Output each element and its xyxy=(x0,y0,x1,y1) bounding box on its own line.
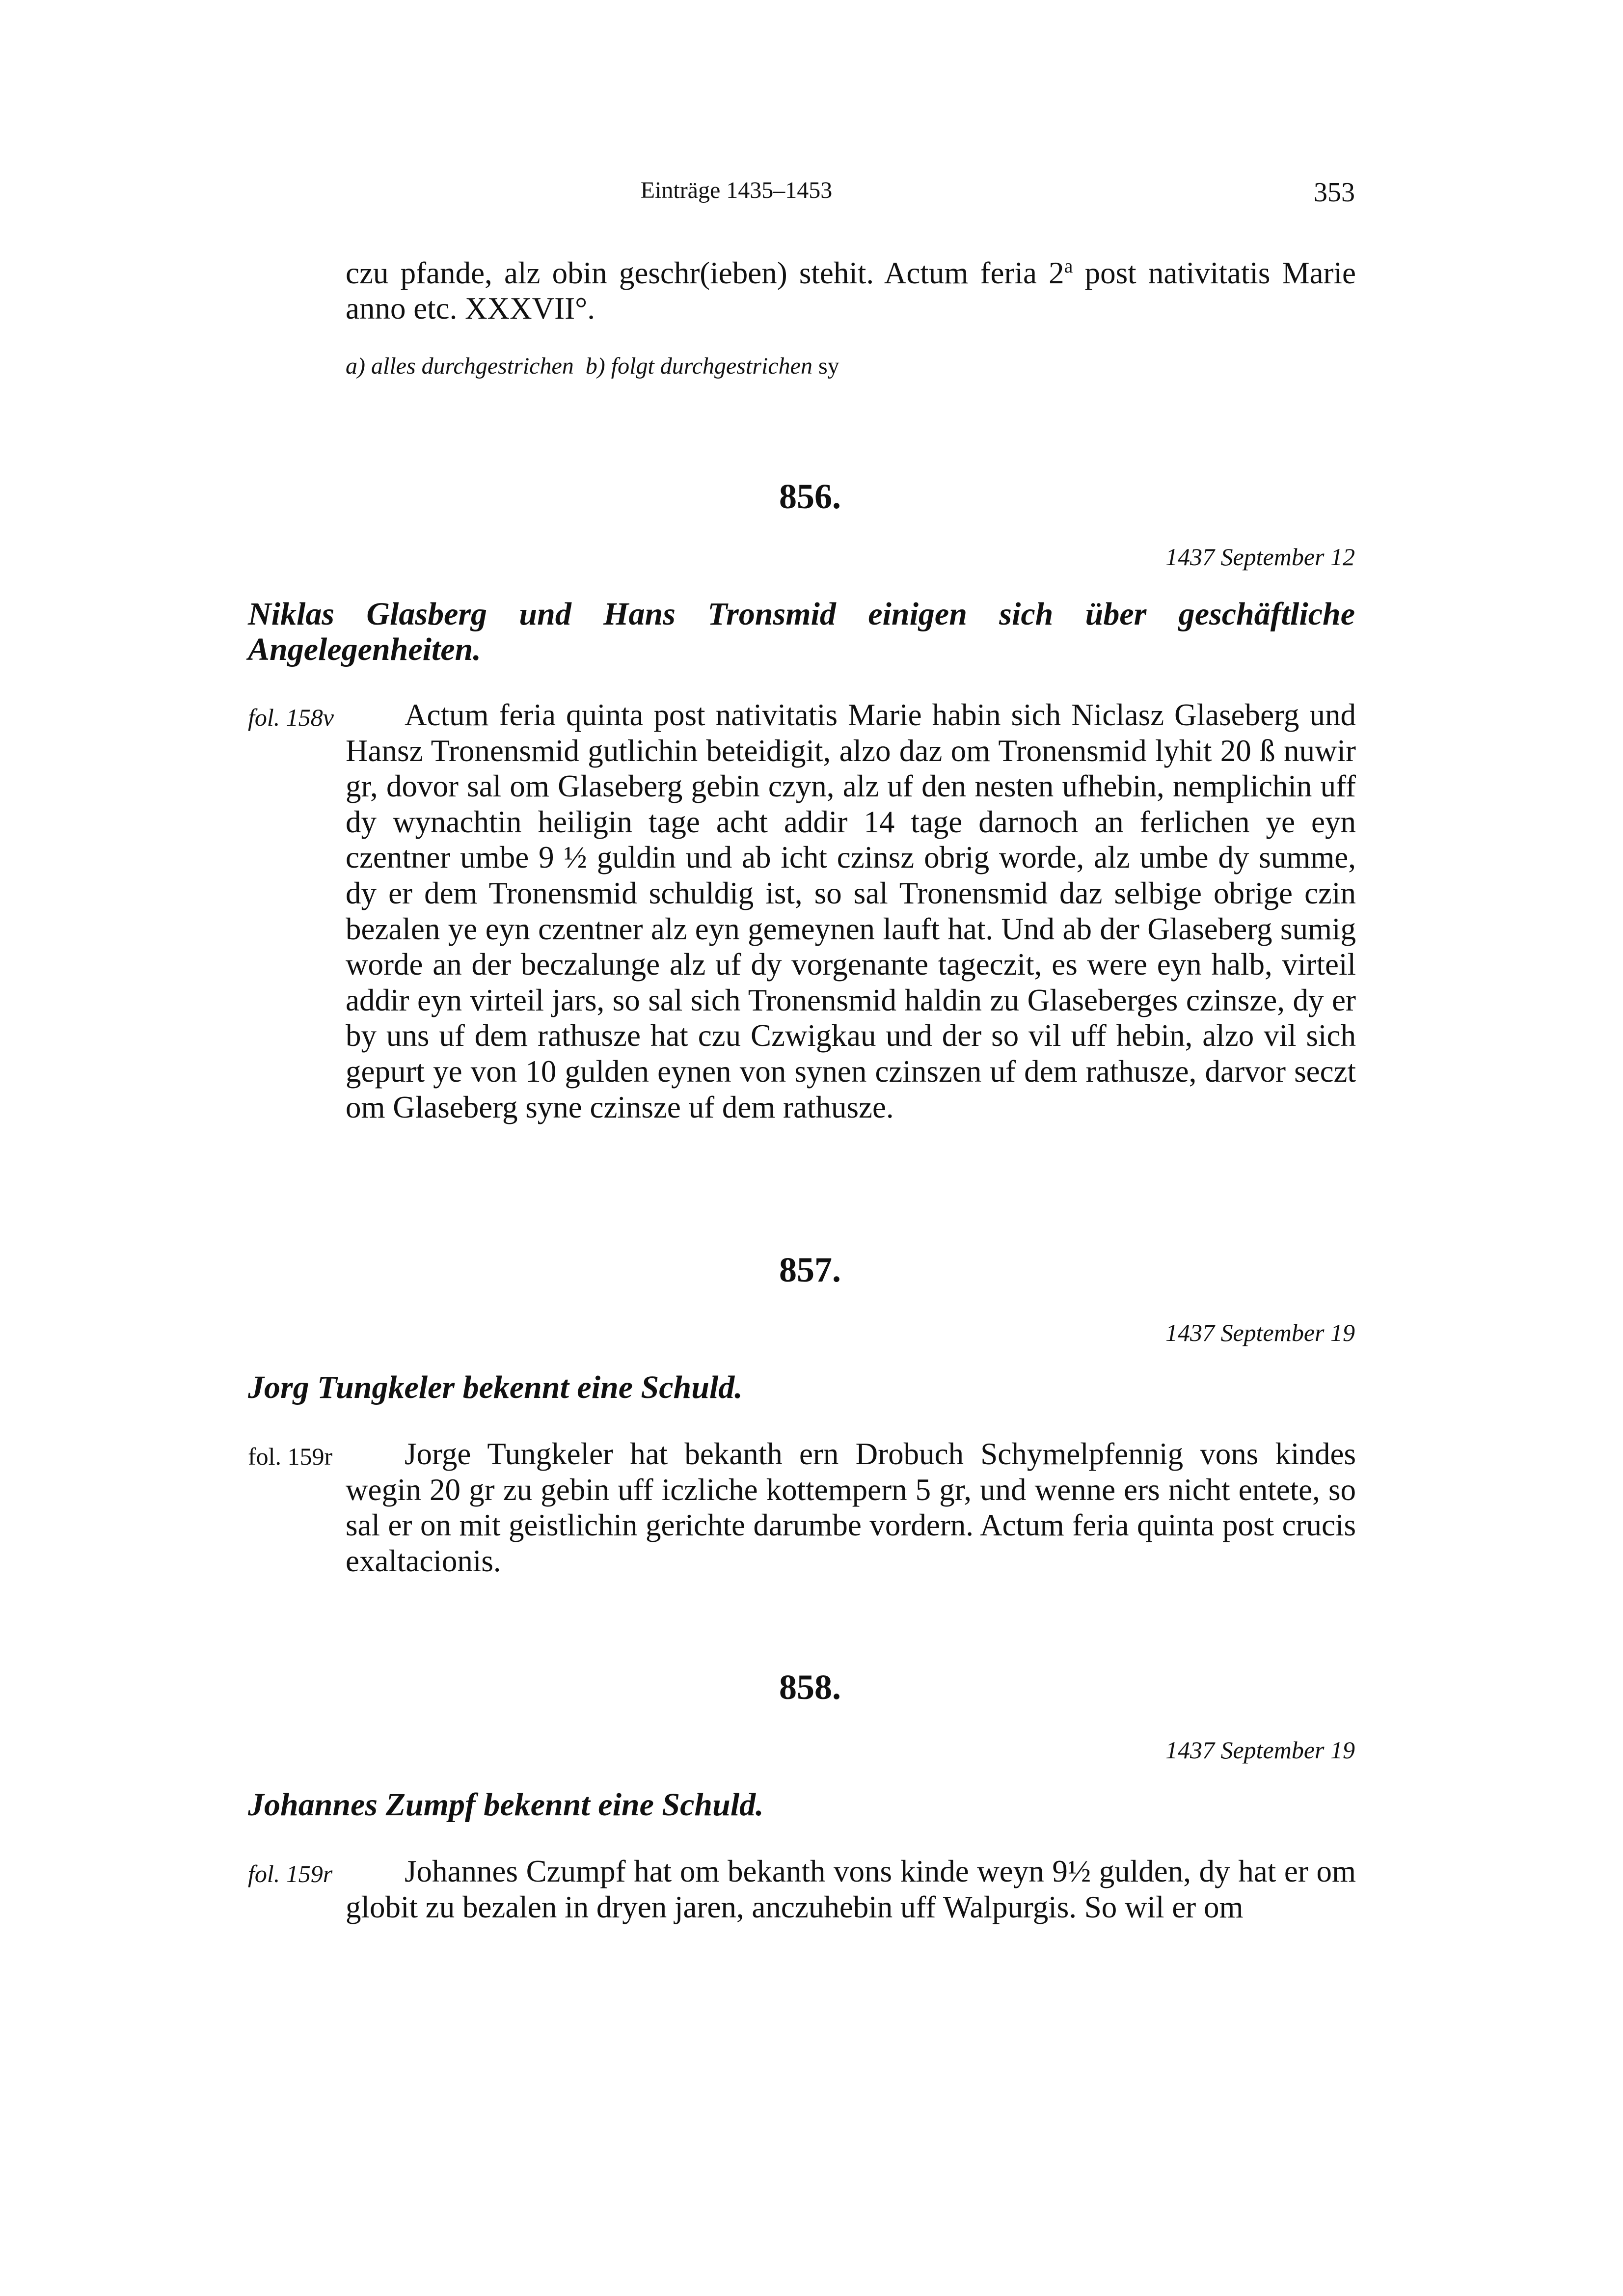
entry-text-856: Actum feria quinta post nativitatis Marie habin sich Niclasz Glaseberg und Hansz Tronensmid gutlichin beteidigit, alzo daz om Tronensmid lyhit 20 ß nuwir gr, dovor sal om Glaseberg gebin czyn, alz uf den nesten ufhebin, nemplichin uff dy wynachtin heiligin tage acht addir 14 tage darnoch an ferlichen ye eyn czentner umbe 9 ½ guldin und ab icht czinsz obrig worde, alz umbe dy summe, dy er dem Tronensmid schuldig ist, so sal Tronensmid daz selbige obrige czin bezalen ye eyn czentner alz eyn gemeynen lauft hat. Und ab der Glaseberg sumig worde an der beczalunge alz uf dy vorgenante tageczit, es were eyn halb, virteil addir eyn virteil jars, so sal sich Tronensmid haldin zu Glaseberges czinsze, dy er by uns uf dem rathusze hat czu Czwigkau und der so vil uff hebin, alzo vil sich gepurt ye von 10 gulden eynen von synen czinszen uf dem rathusze, darvor seczt om Glaseberg syne czinsze uf dem rathusze. xyxy=(346,698,1356,1124)
running-header-title: Einträge 1435–1453 xyxy=(640,177,833,203)
footnote-b-word: sy xyxy=(818,353,839,379)
continuation-text-end: post nativitatis Marie anno etc. XXXVII°. xyxy=(346,256,1356,326)
entry-date-856: 1437 September 12 xyxy=(1165,543,1355,571)
folio-856: fol. 158v xyxy=(248,704,334,731)
entry-heading-857: Jorg Tungkeler bekennt eine Schuld. xyxy=(248,1369,743,1405)
footnote-a: a) alles durchgestrichen xyxy=(346,353,574,379)
page-number: 353 xyxy=(1314,177,1355,208)
footnote-b: b) folgt durchgestrichen xyxy=(585,353,812,379)
folio-857: fol. 159r xyxy=(248,1443,333,1470)
folio-858: fol. 159r xyxy=(248,1860,333,1887)
entry-date-857: 1437 September 19 xyxy=(1165,1319,1355,1346)
entry-text-858: Johannes Czumpf hat om bekanth vons kinde weyn 9½ gulden, dy hat er om globit zu bezalen in dryen jaren, anczuhebin uff Walpurgis. So wil er om xyxy=(346,1854,1356,1924)
continuation-text-start: czu pfande, alz obin geschr(ieben) stehit. Actum feria 2 xyxy=(346,256,1064,290)
entry-number-856: 856. xyxy=(779,477,841,516)
entry-heading-856: Niklas Glasberg und Hans Tronsmid einigen sich über geschäftliche Angelegenheiten. xyxy=(248,596,1355,667)
entry-number-858: 858. xyxy=(779,1667,841,1707)
continuation-superscript: a xyxy=(1064,255,1073,277)
entry-heading-858: Johannes Zumpf bekennt eine Schuld. xyxy=(248,1787,764,1823)
footnote-line xyxy=(346,353,839,380)
entry-number-857: 857. xyxy=(779,1250,841,1289)
entry-text-857: Jorge Tungkeler hat bekanth ern Drobuch Schymelpfennig vons kindes wegin 20 gr zu gebin uff iczliche kottempern 5 gr, und wenne ers nicht entete, so sal er on mit geistlichin gerichte darumbe vordern. Actum feria quinta post crucis exaltacionis. xyxy=(346,1437,1356,1578)
continuation-paragraph xyxy=(346,255,1356,326)
entry-date-858: 1437 September 19 xyxy=(1165,1736,1355,1764)
